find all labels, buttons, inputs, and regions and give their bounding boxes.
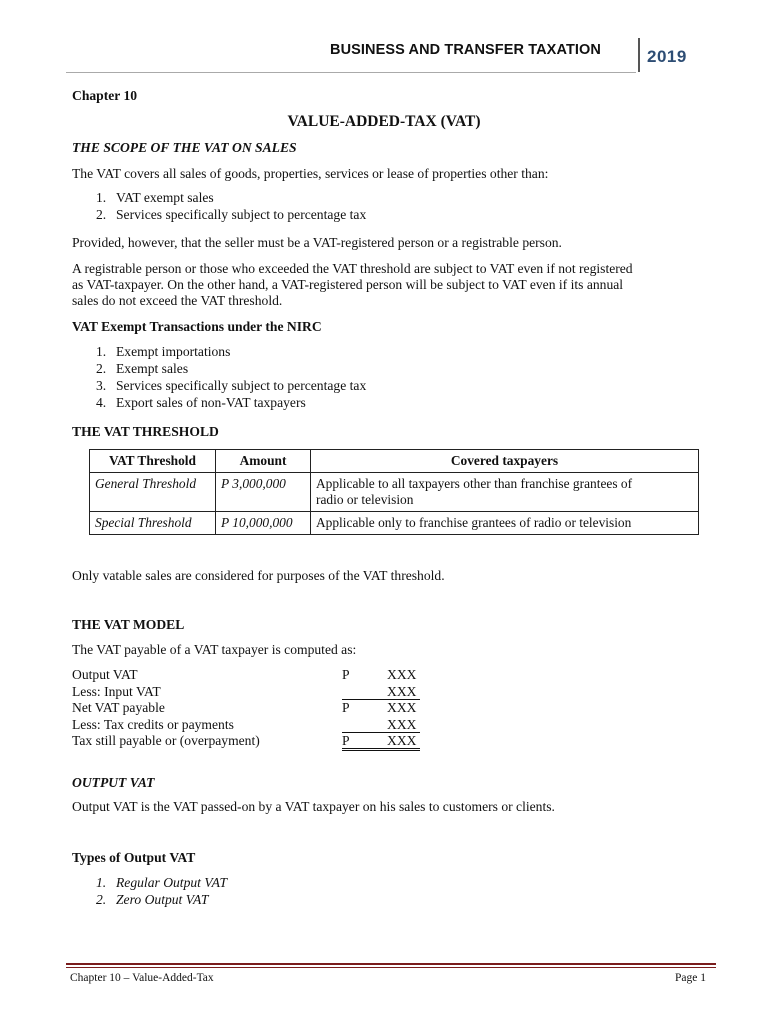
total-double-underline	[342, 748, 420, 749]
header-divider	[638, 38, 640, 72]
list-item: 4. Export sales of non-VAT taxpayers	[96, 395, 306, 410]
output-vat-text: Output VAT is the VAT passed-on by a VAT taxpayer on his sales to customers or clients.	[72, 799, 555, 814]
scope-list	[72, 189, 366, 223]
threshold-name: Special Threshold	[90, 512, 216, 535]
calc-row: Net VAT payable P XXX	[72, 700, 417, 715]
list-item: 2. Exempt sales	[96, 361, 189, 376]
footer-rule	[66, 967, 716, 968]
threshold-note: Only vatable sales are considered for purposes of the VAT threshold.	[72, 568, 445, 583]
calc-row: Less: Input VAT XXX	[72, 684, 432, 701]
header-rule	[66, 72, 636, 73]
total-double-underline	[342, 750, 420, 751]
list-item: 1. VAT exempt sales	[96, 190, 214, 205]
table-row	[90, 512, 699, 535]
scope-proviso: Provided, however, that the seller must be a VAT-registered person or a registrable person.	[72, 235, 562, 250]
exempt-heading: VAT Exempt Transactions under the NIRC	[72, 319, 322, 334]
scope-para-line: as VAT-taxpayer. On the other hand, a VAT-registered person will be subject to VAT even if its annual	[72, 277, 624, 292]
header-year: 2019	[647, 47, 687, 66]
calc-row: Tax still payable or (overpayment) P XXX	[72, 733, 432, 750]
calc-row: Output VAT P XXX	[72, 667, 417, 682]
footer-chapter: Chapter 10 – Value-Added-Tax	[70, 972, 214, 984]
threshold-covered: Applicable to all taxpayers other than franchise grantees of radio or television	[311, 473, 699, 512]
page-title: VALUE-ADDED-TAX (VAT)	[287, 113, 481, 130]
list-item: 3. Services specifically subject to percentage tax	[96, 378, 367, 393]
threshold-amount: P 10,000,000	[216, 512, 311, 535]
scope-intro: The VAT covers all sales of goods, properties, services or lease of properties other than:	[72, 166, 549, 181]
scope-para-line: sales do not exceed the VAT threshold.	[72, 293, 283, 308]
list-item: 1. Regular Output VAT	[96, 875, 228, 890]
output-vat-heading: OUTPUT VAT	[72, 775, 155, 790]
footer-rule	[66, 963, 716, 965]
list-item: 1. Exempt importations	[96, 344, 231, 359]
table-header-row	[90, 450, 699, 473]
chapter-label: Chapter 10	[72, 88, 138, 103]
exempt-list	[72, 343, 366, 411]
vat-computation	[72, 667, 432, 750]
page-number: Page 1	[675, 972, 706, 984]
model-heading: THE VAT MODEL	[72, 617, 185, 632]
scope-heading: THE SCOPE OF THE VAT ON SALES	[72, 140, 297, 155]
types-heading: Types of Output VAT	[72, 850, 196, 865]
threshold-amount: P 3,000,000	[216, 473, 311, 512]
column-header: VAT Threshold	[90, 450, 216, 473]
threshold-heading: THE VAT THRESHOLD	[72, 424, 219, 439]
threshold-covered: Applicable only to franchise grantees of radio or television	[311, 512, 699, 535]
types-list	[72, 874, 227, 908]
list-item: 2. Zero Output VAT	[96, 892, 209, 907]
model-intro: The VAT payable of a VAT taxpayer is computed as:	[72, 642, 357, 657]
calc-row: Less: Tax credits or payments XXX	[72, 717, 432, 734]
list-item: 2. Services specifically subject to percentage tax	[96, 207, 367, 222]
scope-para-line: A registrable person or those who exceeded the VAT threshold are subject to VAT even if not registered	[72, 261, 633, 276]
column-header: Covered taxpayers	[311, 450, 699, 473]
column-header: Amount	[216, 450, 311, 473]
threshold-table	[89, 449, 699, 535]
threshold-name: General Threshold	[90, 473, 216, 512]
header-title: BUSINESS AND TRANSFER TAXATION	[330, 42, 601, 58]
table-row	[90, 473, 699, 512]
